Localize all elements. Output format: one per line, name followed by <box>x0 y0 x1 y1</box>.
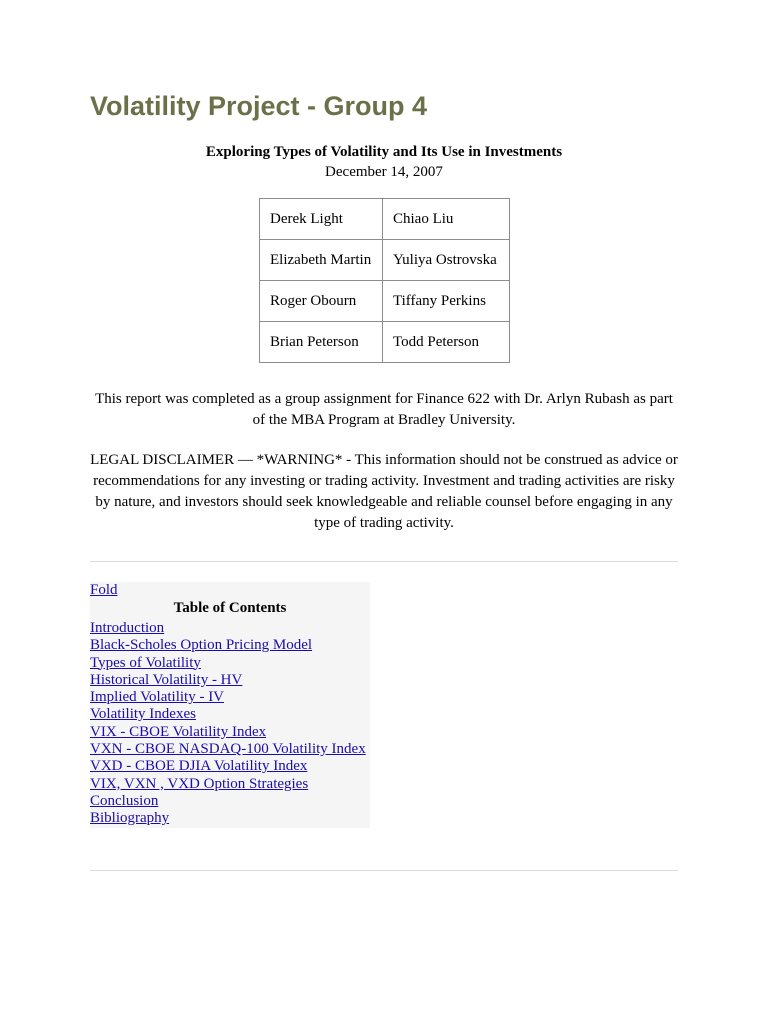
table-row <box>260 281 510 322</box>
list-item <box>90 776 366 793</box>
member-name: Todd Peterson <box>383 322 510 363</box>
list-item <box>90 655 366 672</box>
member-name: Chiao Liu <box>383 199 510 240</box>
table-of-contents <box>90 582 370 828</box>
member-name: Yuliya Ostrovska <box>383 240 510 281</box>
legal-disclaimer: LEGAL DISCLAIMER — *WARNING* - This information should not be construed as advice or recommendations for any investing or trading activity. Investment and trading activities are risky by nature, and investors should seek knowledgeable and reliable counsel before engaging in any type of trading activity. <box>90 452 678 531</box>
toc-title: Table of Contents <box>173 600 287 616</box>
list-item <box>90 637 366 654</box>
page-title: Volatility Project - Group 4 <box>90 91 428 121</box>
member-name: Brian Peterson <box>260 322 383 363</box>
list-item <box>90 706 366 723</box>
toc-link-implied-volatility[interactable]: Implied Volatility - IV <box>90 689 225 706</box>
table-row <box>260 322 510 363</box>
list-item <box>90 741 366 758</box>
members-table <box>259 198 510 363</box>
toc-link-conclusion[interactable]: Conclusion <box>90 792 159 809</box>
member-name: Derek Light <box>260 199 383 240</box>
report-date: December 14, 2007 <box>325 164 443 180</box>
list-item <box>90 672 366 689</box>
member-name: Roger Obourn <box>260 281 383 322</box>
fold-link[interactable]: Fold <box>90 582 118 598</box>
divider <box>90 561 678 562</box>
divider <box>90 870 678 871</box>
table-row <box>260 199 510 240</box>
toc-link-black-scholes[interactable]: Black-Scholes Option Pricing Model <box>90 637 313 654</box>
list-item <box>90 620 366 637</box>
member-name: Tiffany Perkins <box>383 281 510 322</box>
list-item <box>90 810 366 827</box>
list-item <box>90 689 366 706</box>
list-item <box>90 724 366 741</box>
toc-link-types-of-volatility[interactable]: Types of Volatility <box>90 654 201 671</box>
toc-link-introduction[interactable]: Introduction <box>90 620 165 636</box>
list-item <box>90 758 366 775</box>
toc-link-vxn[interactable]: VXN - CBOE NASDAQ-100 Volatility Index <box>90 741 366 758</box>
toc-list <box>90 620 366 828</box>
toc-link-historical-volatility[interactable]: Historical Volatility - HV <box>90 671 243 688</box>
list-item <box>90 793 366 810</box>
member-name: Elizabeth Martin <box>260 240 383 281</box>
report-note: This report was completed as a group assignment for Finance 622 with Dr. Arlyn Rubash as part of the MBA Program at Bradley University. <box>95 391 673 428</box>
toc-link-volatility-indexes[interactable]: Volatility Indexes <box>90 706 196 723</box>
toc-link-bibliography[interactable]: Bibliography <box>90 810 170 827</box>
toc-link-vxd[interactable]: VXD - CBOE DJIA Volatility Index <box>90 758 308 775</box>
report-subtitle: Exploring Types of Volatility and Its Use in Investments <box>205 144 563 160</box>
table-row <box>260 240 510 281</box>
toc-link-vix[interactable]: VIX - CBOE Volatility Index <box>90 723 267 740</box>
toc-link-option-strategies[interactable]: VIX, VXN , VXD Option Strategies <box>90 775 309 792</box>
